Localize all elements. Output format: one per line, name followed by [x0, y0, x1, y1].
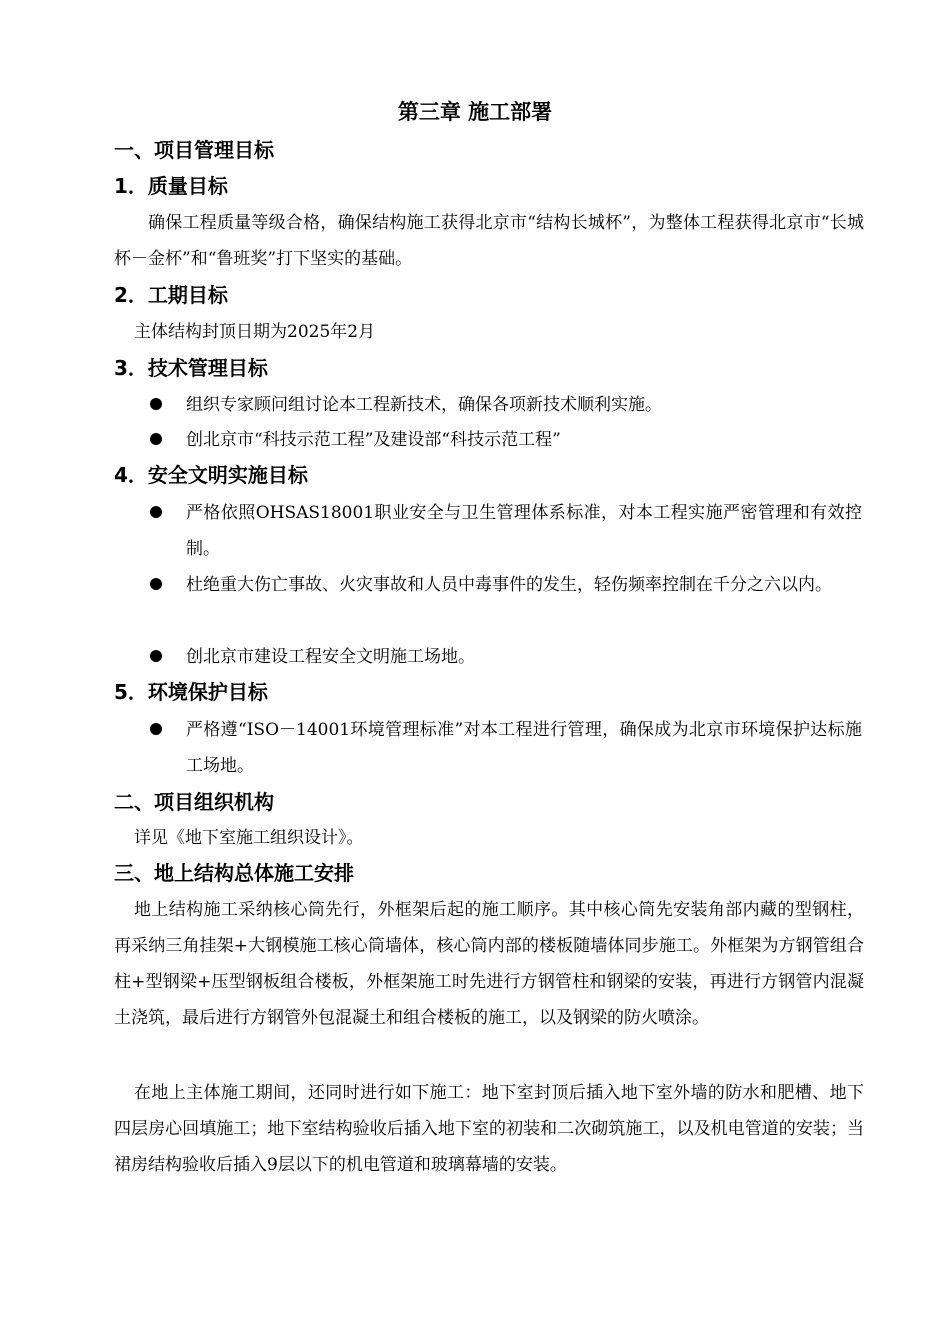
bullet-text: 组织专家顾问组讨论本工程新技术，确保各项新技术顺利实施。 [186, 395, 662, 415]
subheading-safety: 4．安全文明实施目标 [114, 463, 308, 487]
section-heading-arrangement: 三、地上结构总体施工安排 [114, 861, 354, 885]
bullet-text: 严格依照OHSAS18001职业安全与卫生管理体系标准，对本工程实施严密管理和有效控制。 [186, 503, 862, 559]
bullet-dot-icon [150, 650, 162, 662]
paragraph-schedule: 主体结构封顶日期为2025年2月 [134, 322, 376, 342]
paragraph-arrangement-2: 在地上主体施工期间，还同时进行如下施工：地下室封顶后插入地下室外墙的防水和肥槽、地下四层房心回填施工；地下室结构验收后插入地下室的初装和二次砌筑施工，以及机电管道的安装；当裙房结构验收后插入9层以下的机电管道和玻璃幕墙的安装。 [114, 1083, 864, 1175]
bullet-text: 严格遵“ISO－14001环境管理标准”对本工程进行管理，确保成为北京市环境保护达标施工场地。 [186, 720, 862, 776]
subheading-environment: 5．环境保护目标 [114, 680, 268, 704]
subheading-quality: 1．质量目标 [114, 174, 228, 198]
bullet-dot-icon [150, 398, 162, 410]
bullet-dot-icon [150, 578, 162, 590]
bullet-dot-icon [150, 723, 162, 735]
bullet-dot-icon [150, 433, 162, 445]
section-heading-organization: 二、项目组织机构 [114, 790, 274, 814]
paragraph-arrangement-1: 地上结构施工采纳核心筒先行，外框架后起的施工顺序。其中核心筒先安装角部内藏的型钢柱，再采纳三角挂架+大钢模施工核心筒墙体，核心筒内部的楼板随墙体同步施工。外框架为方钢管组合柱+型钢梁+压型钢板组合楼板，外框架施工时先进行方钢管柱和钢梁的安装，再进行方钢管内混凝土浇筑，最后进行方钢管外包混凝土和组合楼板的施工，以及钢梁的防火喷涂。 [114, 900, 864, 1028]
bullet-dot-icon [150, 506, 162, 518]
subheading-schedule: 2．工期目标 [114, 283, 228, 307]
section-heading-project-goals: 一、项目管理目标 [114, 138, 274, 162]
bullet-text: 杜绝重大伤亡事故、火灾事故和人员中毒事件的发生，轻伤频率控制在千分之六以内。 [186, 575, 832, 595]
bullet-text: 创北京市建设工程安全文明施工场地。 [186, 647, 475, 667]
paragraph-organization: 详见《地下室施工组织设计》。 [134, 828, 364, 848]
paragraph-quality: 确保工程质量等级合格，确保结构施工获得北京市“结构长城杯”，为整体工程获得北京市“长城杯－金杯”和“鲁班奖”打下坚实的基础。 [114, 213, 864, 269]
subheading-tech: 3．技术管理目标 [114, 356, 268, 380]
bullet-text: 创北京市“科技示范工程”及建设部“科技示范工程” [186, 430, 561, 450]
chapter-title: 第三章 施工部署 [397, 100, 553, 124]
